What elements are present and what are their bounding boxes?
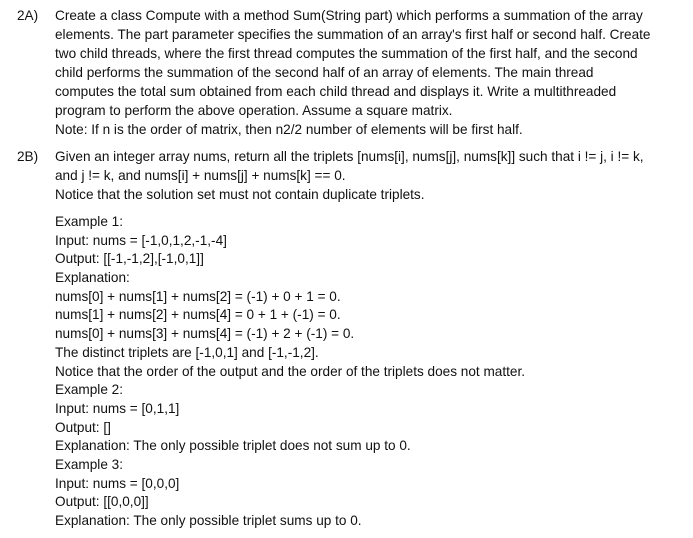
example-line: Output: [[-1,-1,2],[-1,0,1]] bbox=[55, 251, 204, 267]
example-line: Input: nums = [-1,0,1,2,-1,-4] bbox=[55, 232, 227, 248]
example-line: Explanation: The only possible triplet does not sum up to 0. bbox=[55, 438, 411, 454]
example-line: nums[1] + nums[2] + nums[4] = 0 + 1 + (-1) = 0. bbox=[55, 307, 341, 323]
question-text bbox=[55, 6, 685, 139]
example-heading: Example 1: bbox=[55, 214, 124, 229]
text-line: child performs the summation of the second half of an array of elements. The main thread bbox=[55, 65, 594, 80]
text-line: elements. The part parameter specifies the summation of an array's first half or second half. Create bbox=[55, 27, 651, 42]
example-line: The distinct triplets are [-1,0,1] and [-1,-1,2]. bbox=[55, 344, 319, 360]
examples-block bbox=[55, 213, 525, 531]
example-line: Explanation: The only possible triplet sums up to 0. bbox=[55, 513, 362, 528]
text-line: computes the total sum obtained from each child thread and displays it. Write a multithreaded bbox=[55, 84, 617, 99]
example-line: Explanation: bbox=[55, 270, 130, 286]
question-text bbox=[55, 147, 685, 204]
example-line: nums[0] + nums[1] + nums[2] = (-1) + 0 + 1 = 0. bbox=[55, 288, 341, 304]
example-line: Output: [[0,0,0]] bbox=[55, 494, 149, 510]
question-number: 2A) bbox=[17, 8, 39, 23]
example-line: Output: [] bbox=[55, 419, 111, 435]
example-line: Input: nums = [0,0,0] bbox=[55, 475, 180, 491]
example-heading: Example 2: bbox=[55, 382, 124, 398]
text-line: program to perform the above operation. Assume a square matrix. bbox=[55, 103, 453, 118]
example-heading: Example 3: bbox=[55, 456, 124, 472]
question-number: 2B) bbox=[17, 149, 39, 164]
text-line: two child threads, where the first thread computes the summation of the first half, and the second bbox=[55, 46, 638, 61]
note-line: Note: If n is the order of matrix, then n2/2 number of elements will be first half. bbox=[55, 122, 523, 137]
example-line: Input: nums = [0,1,1] bbox=[55, 400, 180, 416]
text-line: and j != k, and nums[i] + nums[j] + nums[k] == 0. bbox=[55, 168, 346, 183]
text-line: Notice that the solution set must not contain duplicate triplets. bbox=[55, 187, 425, 202]
text-line: Create a class Compute with a method Sum(String part) which performs a summation of the array bbox=[55, 8, 643, 23]
example-line: nums[0] + nums[3] + nums[4] = (-1) + 2 + (-1) = 0. bbox=[55, 326, 355, 342]
text-line: Given an integer array nums, return all the triplets [nums[i], nums[j], nums[k]] such that i != j, i != k, bbox=[55, 149, 644, 164]
example-line: Notice that the order of the output and the order of the triplets does not matter. bbox=[55, 363, 526, 379]
